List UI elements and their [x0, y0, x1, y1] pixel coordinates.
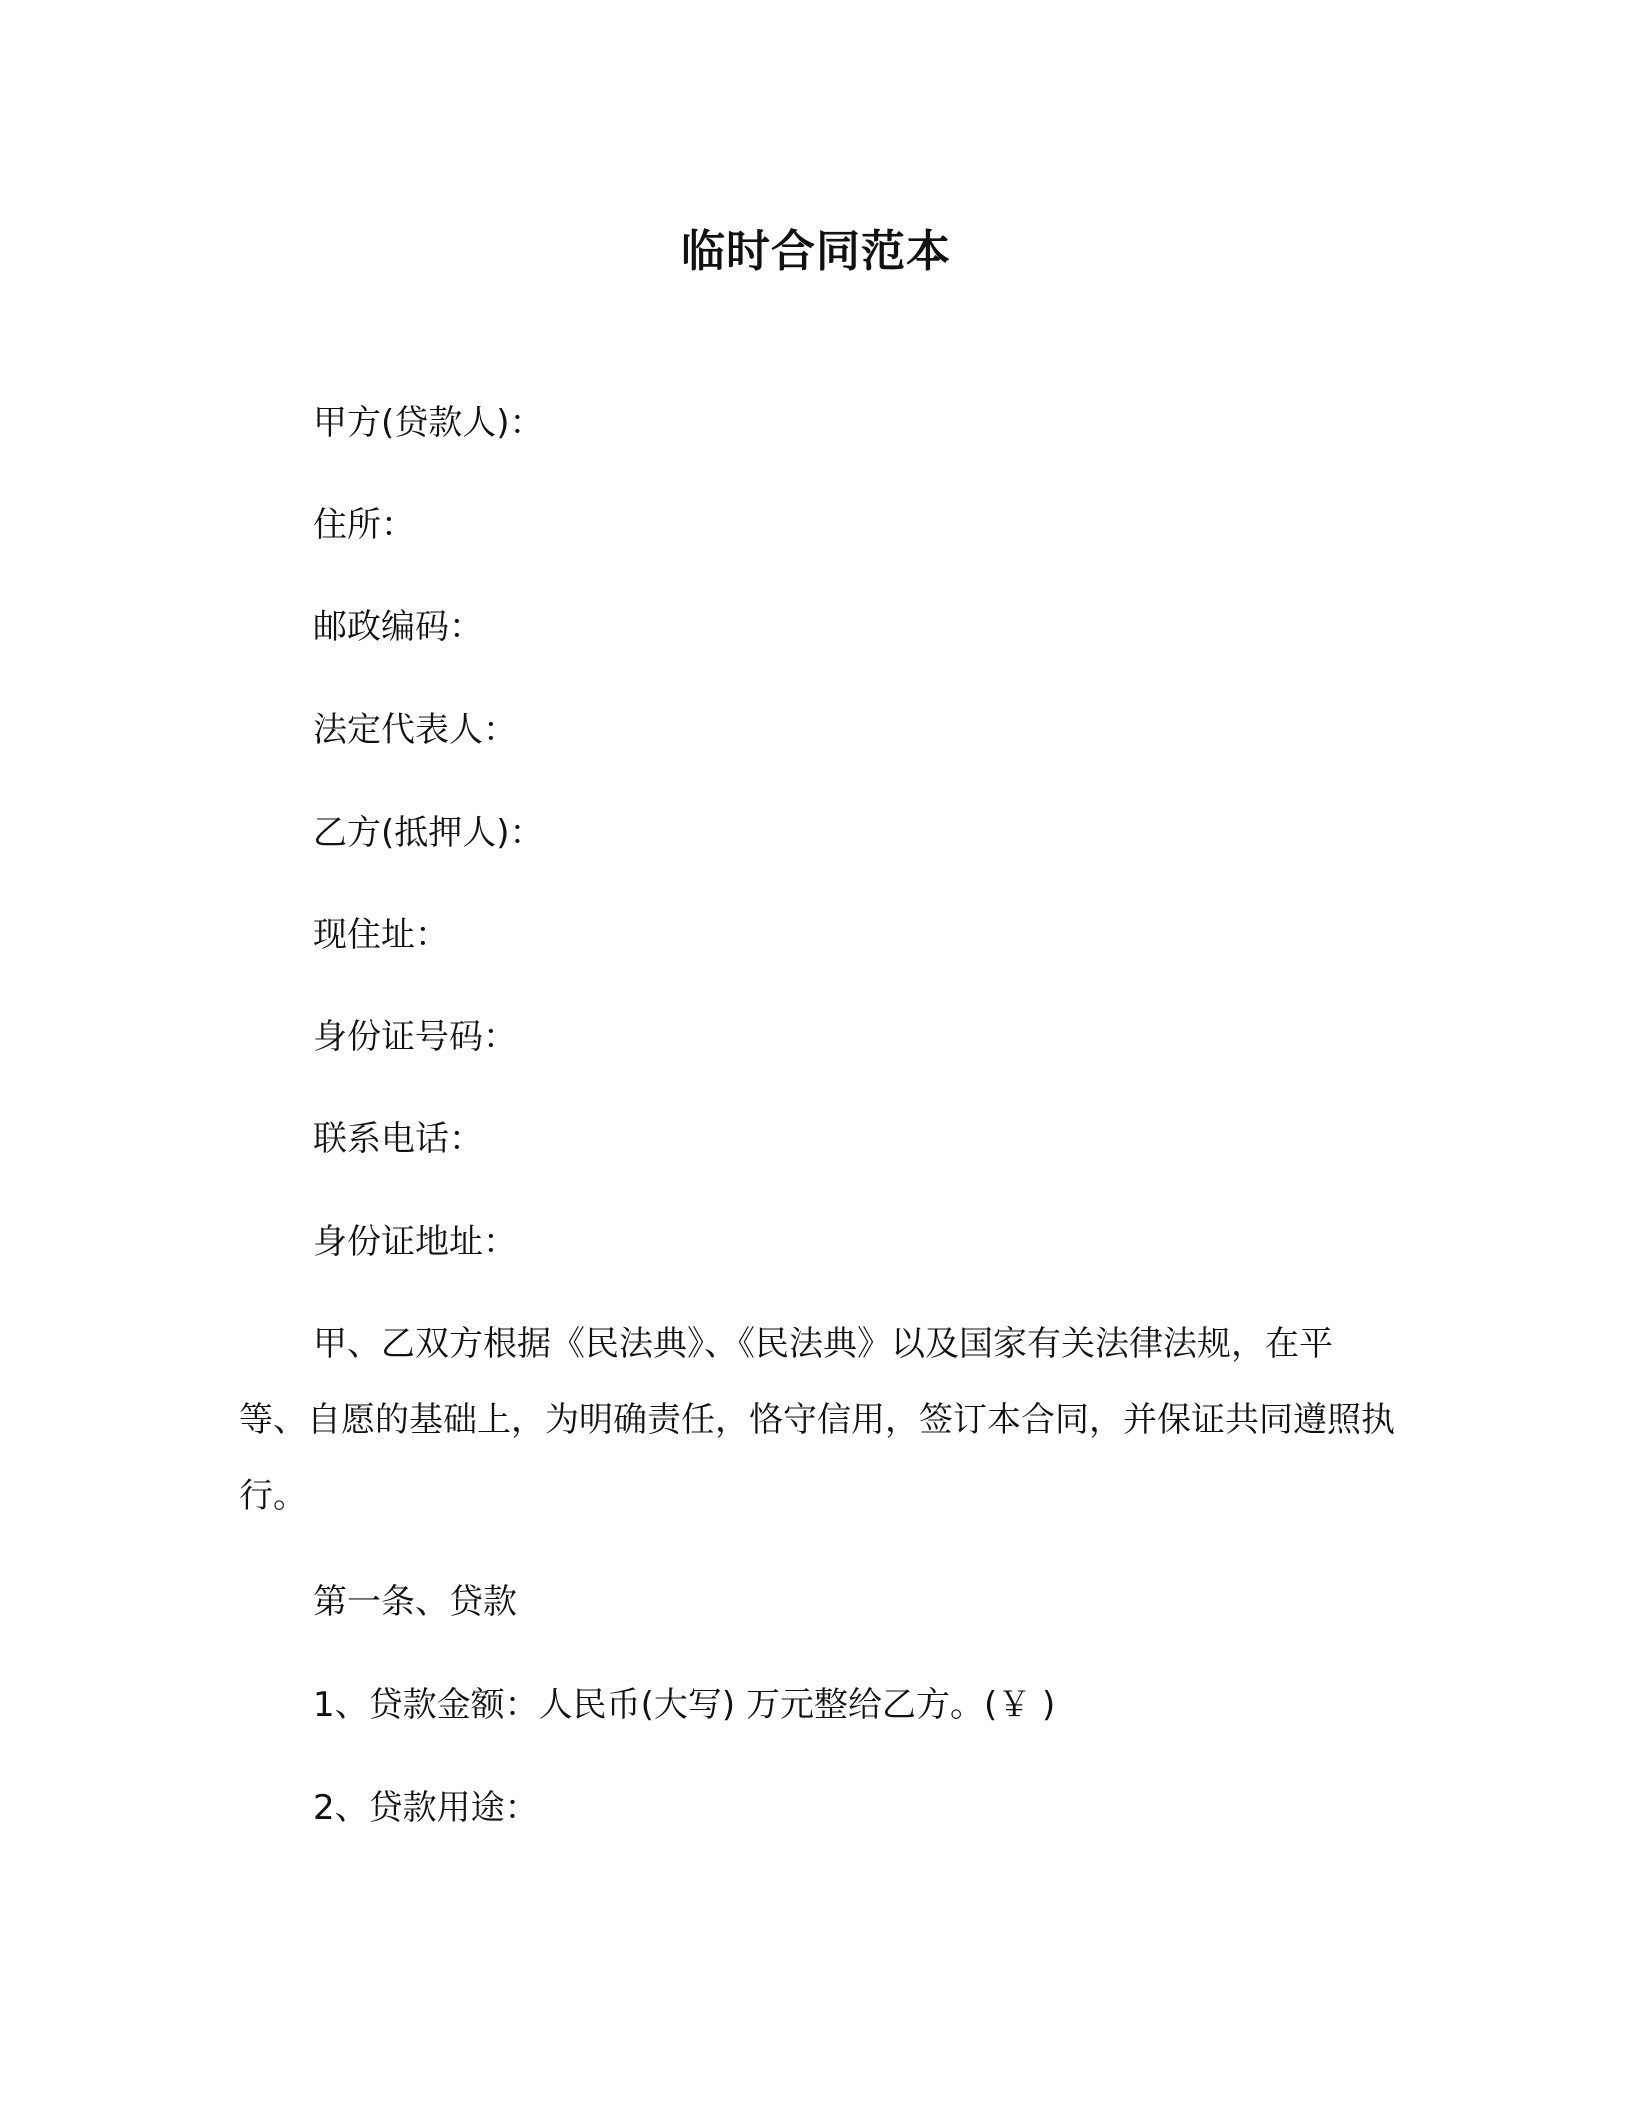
field-postal-code: 邮政编码：	[313, 607, 483, 647]
field-mortgagor: 乙方(抵押人)：	[313, 813, 544, 853]
preamble-paragraph: 甲、乙双方根据《民法典》、《民法典》以及国家有关法律法规，在平等、自愿的基础上，为明确责任，恪守信用，签订本合同，并保证共同遵照执行。	[239, 1324, 1395, 1516]
article-1-heading: 第一条、贷款	[313, 1582, 517, 1622]
field-residence: 住所：	[313, 505, 415, 545]
clause-1-loan-amount: 1、贷款金额：人民币(大写) 万元整给乙方。(￥ )	[313, 1685, 1056, 1725]
field-phone: 联系电话：	[313, 1119, 483, 1159]
field-id-number: 身份证号码：	[313, 1017, 517, 1057]
field-legal-representative: 法定代表人：	[313, 710, 517, 750]
field-id-address: 身份证地址：	[313, 1222, 517, 1262]
clause-2-loan-purpose: 2、贷款用途：	[313, 1788, 539, 1828]
document-title: 临时合同范本	[681, 226, 951, 277]
field-current-address: 现住址：	[313, 915, 449, 955]
field-lender: 甲方(贷款人)：	[313, 403, 544, 443]
